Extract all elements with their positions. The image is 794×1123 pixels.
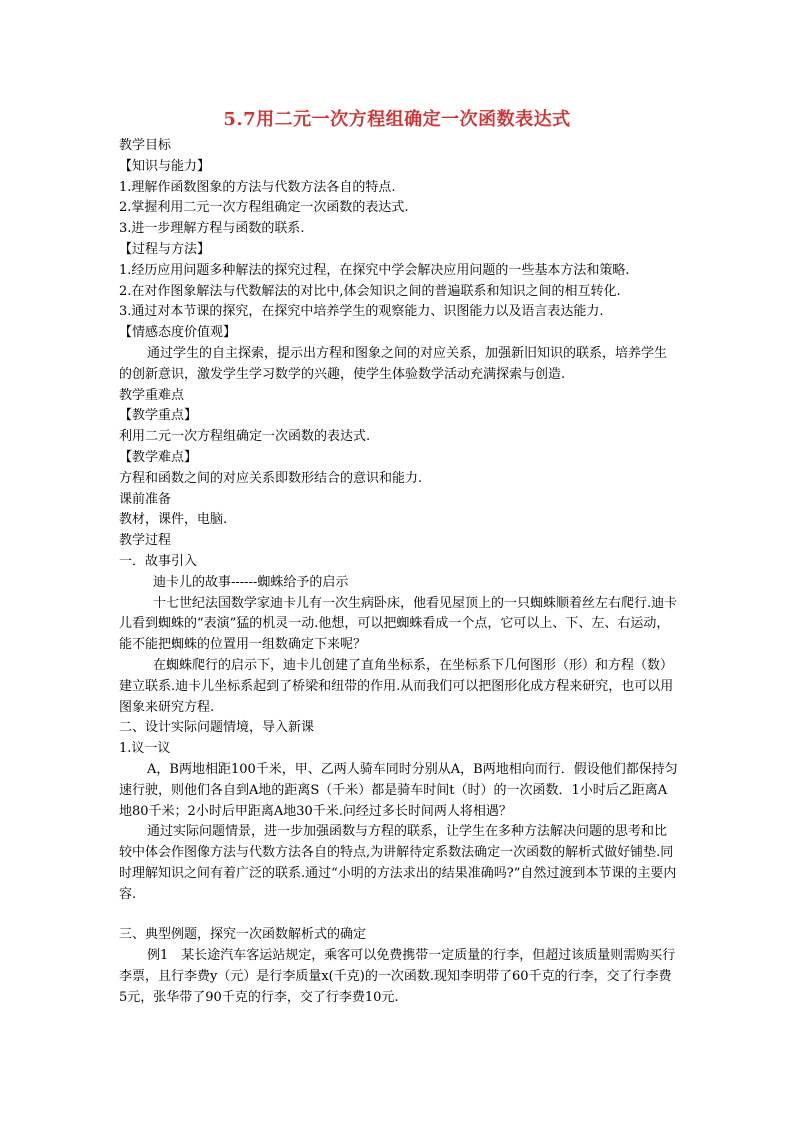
section-heading: 教学重难点	[119, 387, 185, 403]
section-heading: 三、典型例题，探究一次函数解析式的确定	[119, 927, 367, 943]
section-heading: 【情感态度价值观】	[119, 325, 237, 341]
paragraph: A，B两地相距100千米，甲、乙两人骑车同时分别从A，B两地相向而行．假设他们都保持匀速行驶，则他们各自到A地的距离S（千米）都是骑车时间t（时）的一次函数．1小时后乙距离A地80千米；2小时后甲距离A地30千米.问经过多长时间两人将相遇？	[119, 761, 678, 819]
paragraph: 方程和函数之间的对应关系即数形结合的意识和能力.	[119, 470, 423, 486]
story-title: 迪卡儿的故事------蜘蛛给予的启示	[153, 574, 349, 590]
paragraph: 利用二元一次方程组确定一次函数的表达式.	[119, 429, 371, 445]
section-heading: 一．故事引入	[119, 553, 198, 569]
list-item: 1.经历应用问题多种解法的探究过程，在探究中学会解决应用问题的一些基本方法和策略.	[119, 262, 630, 278]
list-item: 1.理解作函数图象的方法与代数方法各自的特点.	[119, 179, 396, 195]
section-heading: 【教学难点】	[119, 449, 198, 465]
paragraph: 例1 某长途汽车客运站规定，乘客可以免费携带一定质量的行李，但超过该质量则需购买行李票，且行李费y（元）是行李质量x(千克)的一次函数.现知李明带了60千克的行李，交了行李费5元，张华带了90千克的行李，交了行李费10元.	[119, 948, 676, 1005]
section-heading: 【过程与方法】	[119, 241, 211, 257]
paragraph: 通过实际问题情景，进一步加强函数与方程的联系，让学生在多种方法解决问题的思考和比较中体会作图像方法与代数方法各自的特点,为讲解待定系数法确定一次函数的解析式做好铺垫.同时理解知识之间有着广泛的联系.通过“小明的方法求出的结果准确吗?”自然过渡到本节课的主要内容.	[119, 824, 677, 902]
list-item: 2.掌握利用二元一次方程组确定一次函数的表达式.	[119, 200, 409, 216]
document-body	[119, 136, 679, 1009]
page-title: 5.7用二元一次方程组确定一次函数表达式	[223, 109, 571, 130]
section-heading: 教学目标	[119, 138, 172, 153]
section-heading: 课前准备	[119, 491, 172, 507]
paragraph: 通过学生的自主探索，提示出方程和图象之间的对应关系，加强新旧知识的联系，培养学生的创新意识，激发学生学习数学的兴趣，使学生体验数学活动充满探索与创造.	[119, 345, 668, 382]
paragraph: 教材，课件，电脑.	[119, 512, 228, 528]
list-item: 3.通过对本节课的探究，在探究中培养学生的观察能力、识图能力以及语言表达能力.	[119, 304, 604, 320]
section-heading: 二、设计实际问题情境，导入新课	[119, 720, 315, 736]
paragraph: 在蜘蛛爬行的启示下，迪卡儿创建了直角坐标系，在坐标系下几何图形（形）和方程（数）建立联系.迪卡儿坐标系起到了桥梁和纽带的作用.从而我们可以把图形化成方程来研究，也可以用图象来研究方程.	[119, 657, 674, 715]
section-heading: 1.议一议	[119, 741, 171, 757]
paragraph: 十七世纪法国数学家迪卡儿有一次生病卧床，他看见屋顶上的一只蜘蛛顺着丝左右爬行.迪卡儿看到蜘蛛的“表演”猛的机灵一动.他想，可以把蜘蛛看成一个点，它可以上、下、左、右运动，能不能把蜘蛛的位置用一组数确定下来呢？	[119, 595, 678, 653]
spacer	[119, 905, 679, 925]
section-heading: 【知识与能力】	[119, 158, 211, 174]
section-heading: 【教学重点】	[119, 408, 198, 424]
list-item: 2.在对作图象解法与代数解法的对比中,体会知识之间的普遍联系和知识之间的相互转化.	[119, 283, 621, 299]
section-heading: 教学过程	[119, 533, 172, 549]
list-item: 3.进一步理解方程与函数的联系.	[119, 221, 305, 237]
